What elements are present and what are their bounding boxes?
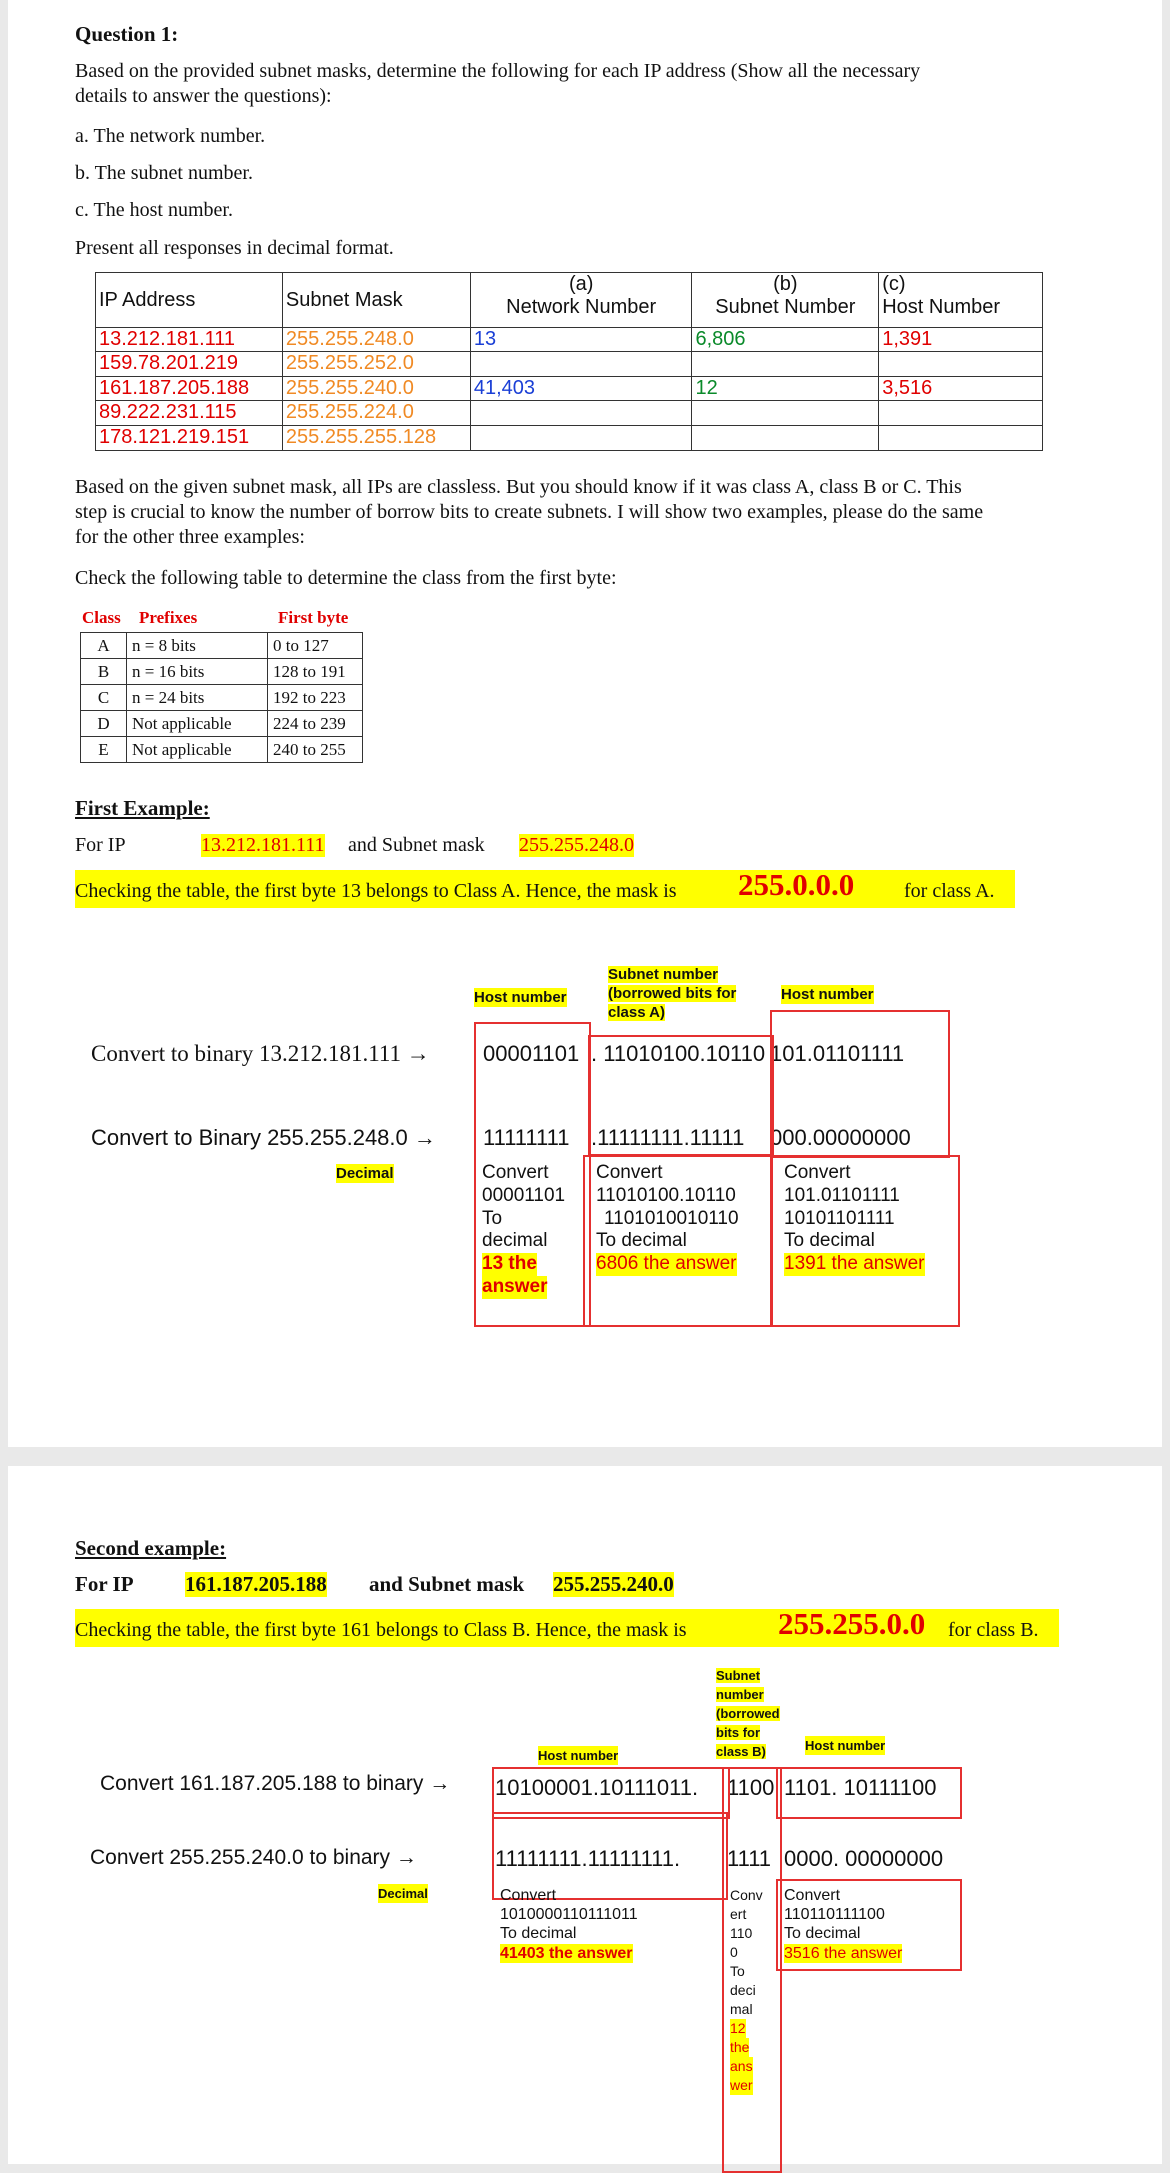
ex2-convert-ip-text: Convert 161.187.205.188 to binary → [100,1772,451,1795]
ex1-convert-mask-text: Convert to Binary 255.255.248.0 → [91,1125,436,1150]
question-intro-cont: details to answer the questions): [75,85,332,107]
ex2-host-box-2 [776,1767,962,1819]
ex2-class-mask: 255.255.0.0 [778,1606,926,1641]
first-example-heading: First Example: [75,796,210,820]
ex2-mask-bin-3: 0000. 00000000 [784,1846,944,1871]
ex1-host-label-2: Host number [781,986,874,1003]
ex2-and-mask: and Subnet mask [369,1572,525,1596]
ex2-ip-bin-3: 1101. 10111100 [784,1775,937,1800]
ex1-mask-bin-3: 000.00000000 [770,1125,911,1150]
table-row: C n = 24 bits 192 to 223 [81,685,363,711]
ex2-col2-text: Conv ert 110 0 To deci mal 12 the ans wer [730,1887,763,2093]
ex1-col2-text: Convert 11010100.10110 1101010010110 To decimal 6806 the answer [596,1162,739,1275]
ex2-subnet-label: Subnet number (borrowed bits for class B) [716,1668,780,1759]
ex2-check-text: Checking the table, the first byte 161 belongs to Class B. Hence, the mask is [75,1619,687,1641]
part-a: a. The network number. [75,125,266,147]
ex2-mask-bin-2: 1111 [727,1846,772,1871]
page-2 [8,1466,1162,2164]
ex1-col3-text: Convert 101.01101111 10101101111 To decimal 1391 the answer [784,1162,925,1275]
header-mask: Subnet Mask [282,273,470,328]
table-row: E Not applicable 240 to 255 [81,737,363,763]
ex2-col3-text: Convert 110110111100 To decimal 3516 the answer [784,1887,903,1962]
ex1-host-box-2 [770,1010,950,1158]
second-example-heading: Second example: [75,1536,227,1560]
table-row: 89.222.231.115 255.255.224.0 [96,401,1043,426]
ex2-convert-mask-text: Convert 255.255.240.0 to binary → [90,1846,417,1869]
ex1-mask-bin-1: 11111111 [483,1125,570,1150]
ex1-class-mask: 255.0.0.0 [738,867,855,902]
class-header: Class [82,608,121,627]
table-row: B n = 16 bits 128 to 191 [81,659,363,685]
ex1-mask-bin-2: .11111111.11111 [591,1125,745,1150]
table-row: D Not applicable 224 to 239 [81,711,363,737]
part-c: c. The host number. [75,199,233,221]
ex2-col1-text: Convert 1010000110111011 To decimal 41403 the answer [500,1887,638,1962]
ex2-ip-bin-2: 1100 [727,1775,775,1800]
header-ip: IP Address [96,273,283,328]
ex1-for-ip: For IP [75,834,126,856]
ex1-decimal-label: Decimal [336,1165,394,1182]
question-intro: Based on the provided subnet masks, determine the following for each IP address (Show all the necessary [75,60,921,82]
answers-table [95,272,1043,451]
table-row: 178.121.219.151 255.255.255.128 [96,426,1043,451]
ex1-ip-bin-1: 00001101 [483,1041,580,1066]
table-row: 161.187.205.188 255.255.240.0 41,403 12 3,516 [96,377,1043,401]
ex1-ip-bin-2: . 11010100.10110 [591,1041,766,1066]
ex2-decimal-label: Decimal [378,1886,428,1901]
table-row: 159.78.201.219 255.255.252.0 [96,352,1043,377]
header-host: (c) Host Number [879,273,1043,328]
ex1-and-mask: and Subnet mask [348,834,485,856]
ex2-mask-bin-1: 11111111.11111111. [495,1846,681,1871]
ex2-mask: 255.255.240.0 [553,1572,674,1596]
prefixes-header: Prefixes [139,608,198,627]
ex2-for-class: for class B. [948,1619,1039,1641]
part-b: b. The subnet number. [75,162,253,184]
ex2-ip-bin-1: 10100001.10111011. [495,1775,699,1800]
header-subnet: (b) Subnet Number [692,273,879,328]
table-row: 13.212.181.111 255.255.248.0 13 6,806 1,391 [96,328,1043,352]
ex1-host-label-1: Host number [474,989,567,1006]
present-note: Present all responses in decimal format. [75,237,394,259]
check-table-note: Check the following table to determine the class from the first byte: [75,567,617,589]
ex1-ip: 13.212.181.111 [201,834,325,856]
ex1-subnet-box [588,1035,774,1156]
classless-note-line2: step is crucial to know the number of borrow bits to create subnets. I will show two examples, please do the same [75,501,984,523]
classless-note-line3: for the other three examples: [75,526,305,548]
ex1-check-text: Checking the table, the first byte 13 belongs to Class A. Hence, the mask is [75,880,677,902]
question-title: Question 1: [75,22,179,46]
ex1-col1-text: Convert 00001101 To decimal 13 the answer [482,1162,566,1297]
table-row: A n = 8 bits 0 to 127 [81,633,363,659]
first-byte-header: First byte [278,608,349,627]
ex1-ip-bin-3: 101.01101111 [770,1041,905,1066]
page-1 [8,0,1162,1447]
ex2-ip: 161.187.205.188 [185,1572,327,1596]
header-network: (a) Network Number [470,273,692,328]
ex1-convert-ip-text: Convert to binary 13.212.181.111 → [91,1041,430,1066]
ex2-for-ip: For IP [75,1572,134,1596]
table-header-row [96,273,1043,328]
class-table [80,632,363,763]
classless-note-line1: Based on the given subnet mask, all IPs are classless. But you should know if it was class A, class B or C. This [75,476,962,498]
ex1-mask: 255.255.248.0 [519,834,634,856]
ex1-for-class: for class A. [904,880,995,902]
ex1-subnet-label: Subnet number (borrowed bits for class A) [608,966,737,1021]
ex2-host-label-1: Host number [538,1748,619,1763]
ex2-host-label-2: Host number [805,1738,886,1753]
